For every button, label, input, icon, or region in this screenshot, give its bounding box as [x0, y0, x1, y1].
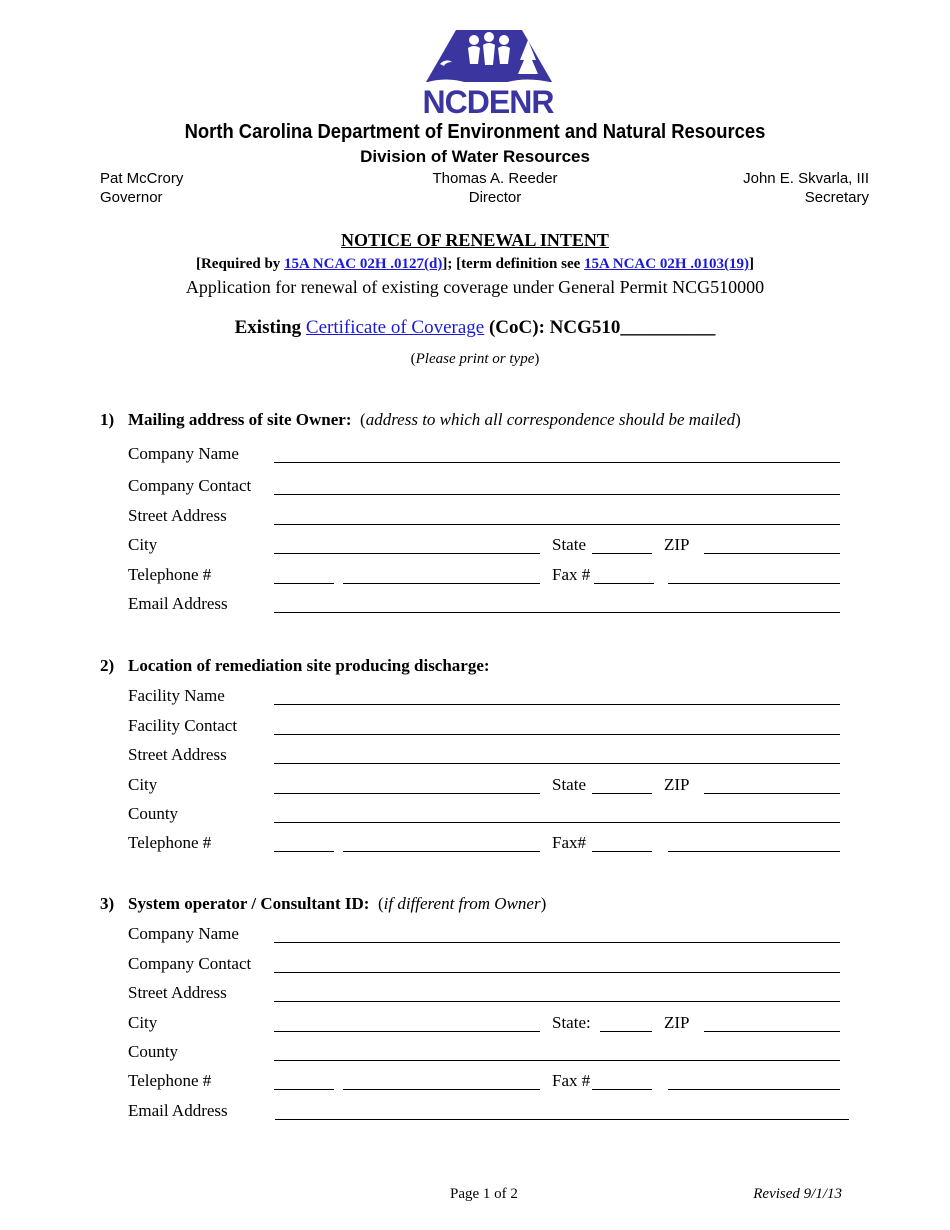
- fax-label: Fax #: [552, 1071, 591, 1090]
- state-input[interactable]: [592, 553, 652, 554]
- regulation-link-0127d[interactable]: 15A NCAC 02H .0127(d): [284, 256, 443, 272]
- county-input[interactable]: [274, 1060, 840, 1061]
- official-title: Governor: [100, 189, 163, 206]
- telephone-number-input[interactable]: [343, 583, 540, 584]
- telephone-number-input[interactable]: [343, 1089, 540, 1090]
- company-contact-input[interactable]: [274, 972, 840, 973]
- field-label-telephone: Telephone #: [128, 833, 212, 852]
- official-name: Thomas A. Reeder: [432, 170, 558, 187]
- req-prefix: [Required by: [195, 256, 285, 272]
- zip-input[interactable]: [704, 793, 840, 794]
- print-note: [0, 351, 950, 368]
- telephone-area-code-input[interactable]: [274, 583, 334, 584]
- telephone-number-input[interactable]: [343, 851, 540, 852]
- section-title: Mailing address of site Owner:: [128, 410, 352, 429]
- coc-suffix: (CoC): NCG510__________: [484, 317, 716, 338]
- facility-name-input[interactable]: [274, 704, 840, 705]
- print-note-open: (: [410, 351, 416, 367]
- zip-label: ZIP: [664, 535, 690, 554]
- city-input[interactable]: [274, 1031, 540, 1032]
- requirement-line: [0, 256, 950, 273]
- field-label-street-address: Street Address: [128, 745, 227, 764]
- zip-label: ZIP: [664, 775, 690, 794]
- section-heading: [128, 656, 490, 676]
- official-name: Pat McCrory: [100, 170, 184, 187]
- department-title: North Carolina Department of Environment and Natural Resources: [184, 121, 766, 143]
- req-suffix: ]: [749, 256, 755, 272]
- section-number: 3): [100, 894, 115, 913]
- field-label-company-contact: Company Contact: [128, 476, 252, 495]
- field-label-city: City: [128, 1013, 158, 1032]
- telephone-area-code-input[interactable]: [274, 1089, 334, 1090]
- revised-date: Revised 9/1/13: [753, 1186, 842, 1202]
- official-title: Secretary: [804, 189, 869, 206]
- section-title: System operator / Consultant ID:: [128, 894, 370, 913]
- county-input[interactable]: [274, 822, 840, 823]
- section-note-open: (: [369, 894, 384, 913]
- application-description: Application for renewal of existing coverage under General Permit NCG510000: [185, 277, 765, 297]
- zip-input[interactable]: [704, 553, 840, 554]
- official-title: Director: [468, 189, 522, 206]
- notice-title: NOTICE OF RENEWAL INTENT: [341, 230, 609, 250]
- field-label-street-address: Street Address: [128, 506, 227, 525]
- field-label-company-name: Company Name: [128, 444, 239, 463]
- section-number: 1): [100, 410, 115, 429]
- field-label-facility-name: Facility Name: [128, 686, 225, 705]
- fax-area-code-input[interactable]: [592, 851, 652, 852]
- print-note-text: Please print or type: [415, 351, 535, 367]
- field-label-city: City: [128, 775, 158, 794]
- section-heading: [128, 410, 741, 430]
- field-label-facility-contact: Facility Contact: [128, 716, 238, 735]
- official-director: [395, 169, 595, 207]
- fax-label: Fax #: [552, 565, 591, 584]
- state-label: State:: [552, 1013, 591, 1032]
- print-note-close: ): [534, 351, 540, 367]
- field-label-telephone: Telephone #: [128, 1071, 212, 1090]
- fax-number-input[interactable]: [668, 1089, 840, 1090]
- section-number: 2): [100, 656, 115, 675]
- email-address-input[interactable]: [275, 1119, 849, 1120]
- field-label-company-name: Company Name: [128, 924, 239, 943]
- field-label-company-contact: Company Contact: [128, 954, 252, 973]
- field-label-county: County: [128, 1042, 179, 1061]
- field-label-email-address: Email Address: [128, 594, 228, 613]
- page-number: Page 1 of 2: [450, 1186, 518, 1202]
- fax-area-code-input[interactable]: [594, 583, 654, 584]
- field-label-county: County: [128, 804, 179, 823]
- field-label-street-address: Street Address: [128, 983, 227, 1002]
- section-note: address to which all correspondence should be mailed: [365, 410, 736, 429]
- fax-number-input[interactable]: [668, 583, 840, 584]
- state-input[interactable]: [592, 793, 652, 794]
- logo-text: NCDENR: [422, 84, 554, 120]
- section-note-open: (: [351, 410, 366, 429]
- telephone-area-code-input[interactable]: [274, 851, 334, 852]
- fax-label: Fax#: [552, 833, 586, 852]
- zip-input[interactable]: [704, 1031, 840, 1032]
- regulation-link-0103-19[interactable]: 15A NCAC 02H .0103(19): [584, 256, 750, 272]
- facility-contact-input[interactable]: [274, 734, 840, 735]
- req-mid: ]; [term definition see: [442, 256, 585, 272]
- section-note-close: ): [540, 894, 547, 913]
- section-note-close: ): [735, 410, 741, 429]
- coc-prefix: Existing: [234, 317, 306, 338]
- fax-area-code-input[interactable]: [592, 1089, 652, 1090]
- official-governor: [100, 169, 183, 207]
- field-label-telephone: Telephone #: [128, 565, 212, 584]
- field-label-city: City: [128, 535, 158, 554]
- section-title: Location of remediation site producing discharge:: [128, 656, 490, 675]
- state-label: State: [552, 535, 586, 554]
- official-secretary: [640, 169, 869, 207]
- official-name: John E. Skvarla, III: [743, 170, 869, 187]
- coc-line: [0, 317, 950, 339]
- fax-number-input[interactable]: [668, 851, 840, 852]
- state-label: State: [552, 775, 586, 794]
- company-name-input[interactable]: [274, 942, 840, 943]
- email-address-input[interactable]: [274, 612, 840, 613]
- field-label-email-address: Email Address: [128, 1101, 228, 1120]
- street-address-input[interactable]: [274, 524, 840, 525]
- section-heading: [128, 894, 546, 914]
- company-name-input[interactable]: [274, 462, 840, 463]
- street-address-input[interactable]: [274, 763, 840, 764]
- city-input[interactable]: [274, 553, 540, 554]
- state-input[interactable]: [600, 1031, 652, 1032]
- company-contact-input[interactable]: [274, 494, 840, 495]
- certificate-of-coverage-link[interactable]: Certificate of Coverage: [305, 317, 485, 338]
- division-title: Division of Water Resources: [360, 147, 590, 166]
- section-note: if different from Owner: [383, 894, 541, 913]
- city-input[interactable]: [274, 793, 540, 794]
- street-address-input[interactable]: [274, 1001, 840, 1002]
- zip-label: ZIP: [664, 1013, 690, 1032]
